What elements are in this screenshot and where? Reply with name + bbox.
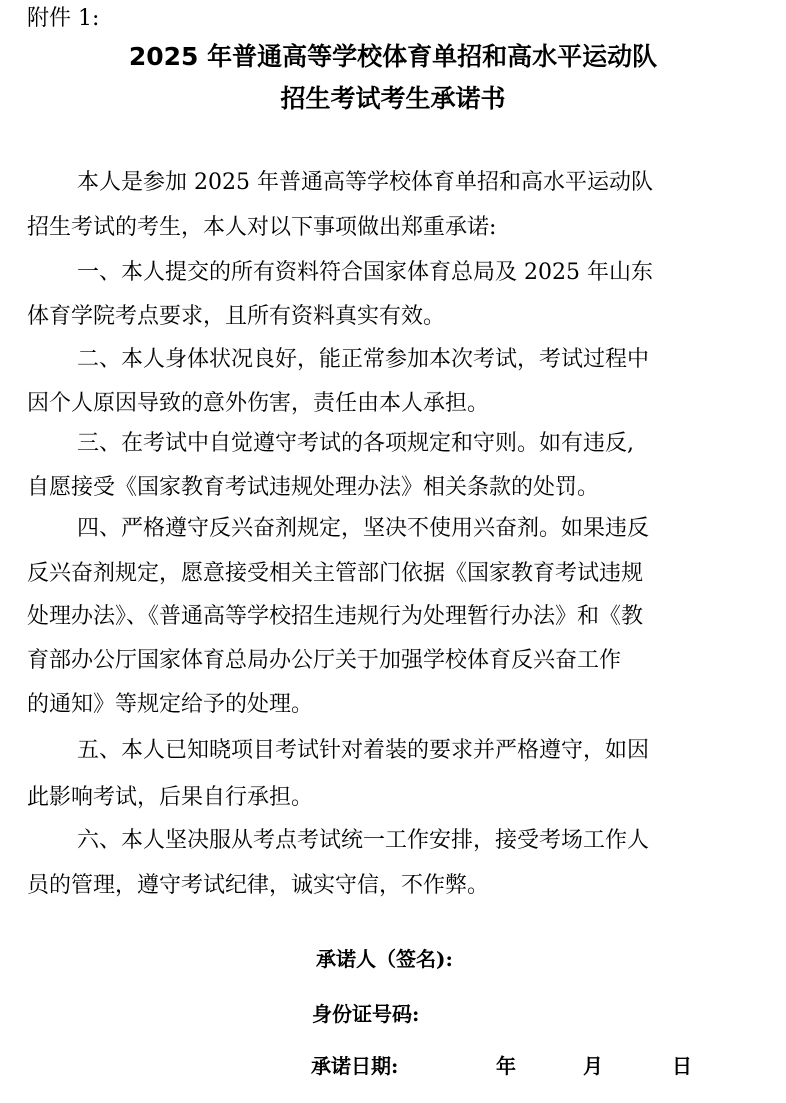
intro-line-2: 招生考试的考生，本人对以下事项做出郑重承诺:	[27, 215, 497, 240]
item-1-line-2: 体育学院考点要求，且所有资料真实有效。	[27, 304, 446, 329]
item-3-line-1: 三、在考试中自觉遵守考试的各项规定和守则。如有违反,	[77, 431, 634, 456]
document-title-line-2: 招生考试考生承诺书	[280, 84, 506, 113]
promise-date-label: 承诺日期:	[311, 1054, 399, 1078]
item-2-line-2: 因个人原因导致的意外伤害，责任由本人承担。	[27, 391, 490, 416]
date-year-label: 年	[496, 1054, 516, 1078]
attachment-label: 附件 1:	[27, 6, 100, 31]
id-number-label: 身份证号码:	[312, 1002, 420, 1026]
item-5-line-2: 此影响考试，后果自行承担。	[27, 785, 314, 810]
item-6-line-1: 六、本人坚决服从考点考试统一工作安排，接受考场工作人	[77, 828, 650, 853]
promiser-signature-label: 承诺人（签名):	[316, 947, 453, 971]
item-4-line-3: 处理办法》、《普通高等学校招生违规行为处理暂行办法》和《教	[27, 604, 644, 629]
date-day-label: 日	[672, 1054, 692, 1078]
item-1-line-1: 一、本人提交的所有资料符合国家体育总局及 2025 年山东	[77, 260, 653, 285]
item-3-line-2: 自愿接受《国家教育考试违规处理办法》相关条款的处罚。	[27, 475, 600, 500]
item-4-line-2: 反兴奋剂规定，愿意接受相关主管部门依据《国家教育考试违规	[27, 561, 644, 586]
item-4-line-4: 育部办公厅国家体育总局办公厅关于加强学校体育反兴奋工作	[27, 648, 622, 673]
item-4-line-5: 的通知》等规定给予的处理。	[27, 692, 314, 717]
item-2-line-1: 二、本人身体状况良好，能正常参加本次考试，考试过程中	[77, 347, 650, 372]
item-6-line-2: 员的管理，遵守考试纪律，诚实守信，不作弊。	[27, 873, 490, 898]
date-month-label: 月	[583, 1054, 603, 1078]
item-5-line-1: 五、本人已知晓项目考试针对着装的要求并严格遵守，如因	[77, 738, 650, 763]
item-4-line-1: 四、严格遵守反兴奋剂规定，坚决不使用兴奋剂。如果违反	[77, 516, 650, 541]
document-title-line-1: 2025 年普通高等学校体育单招和高水平运动队	[128, 42, 658, 71]
intro-line-1: 本人是参加 2025 年普通高等学校体育单招和高水平运动队	[77, 170, 653, 195]
